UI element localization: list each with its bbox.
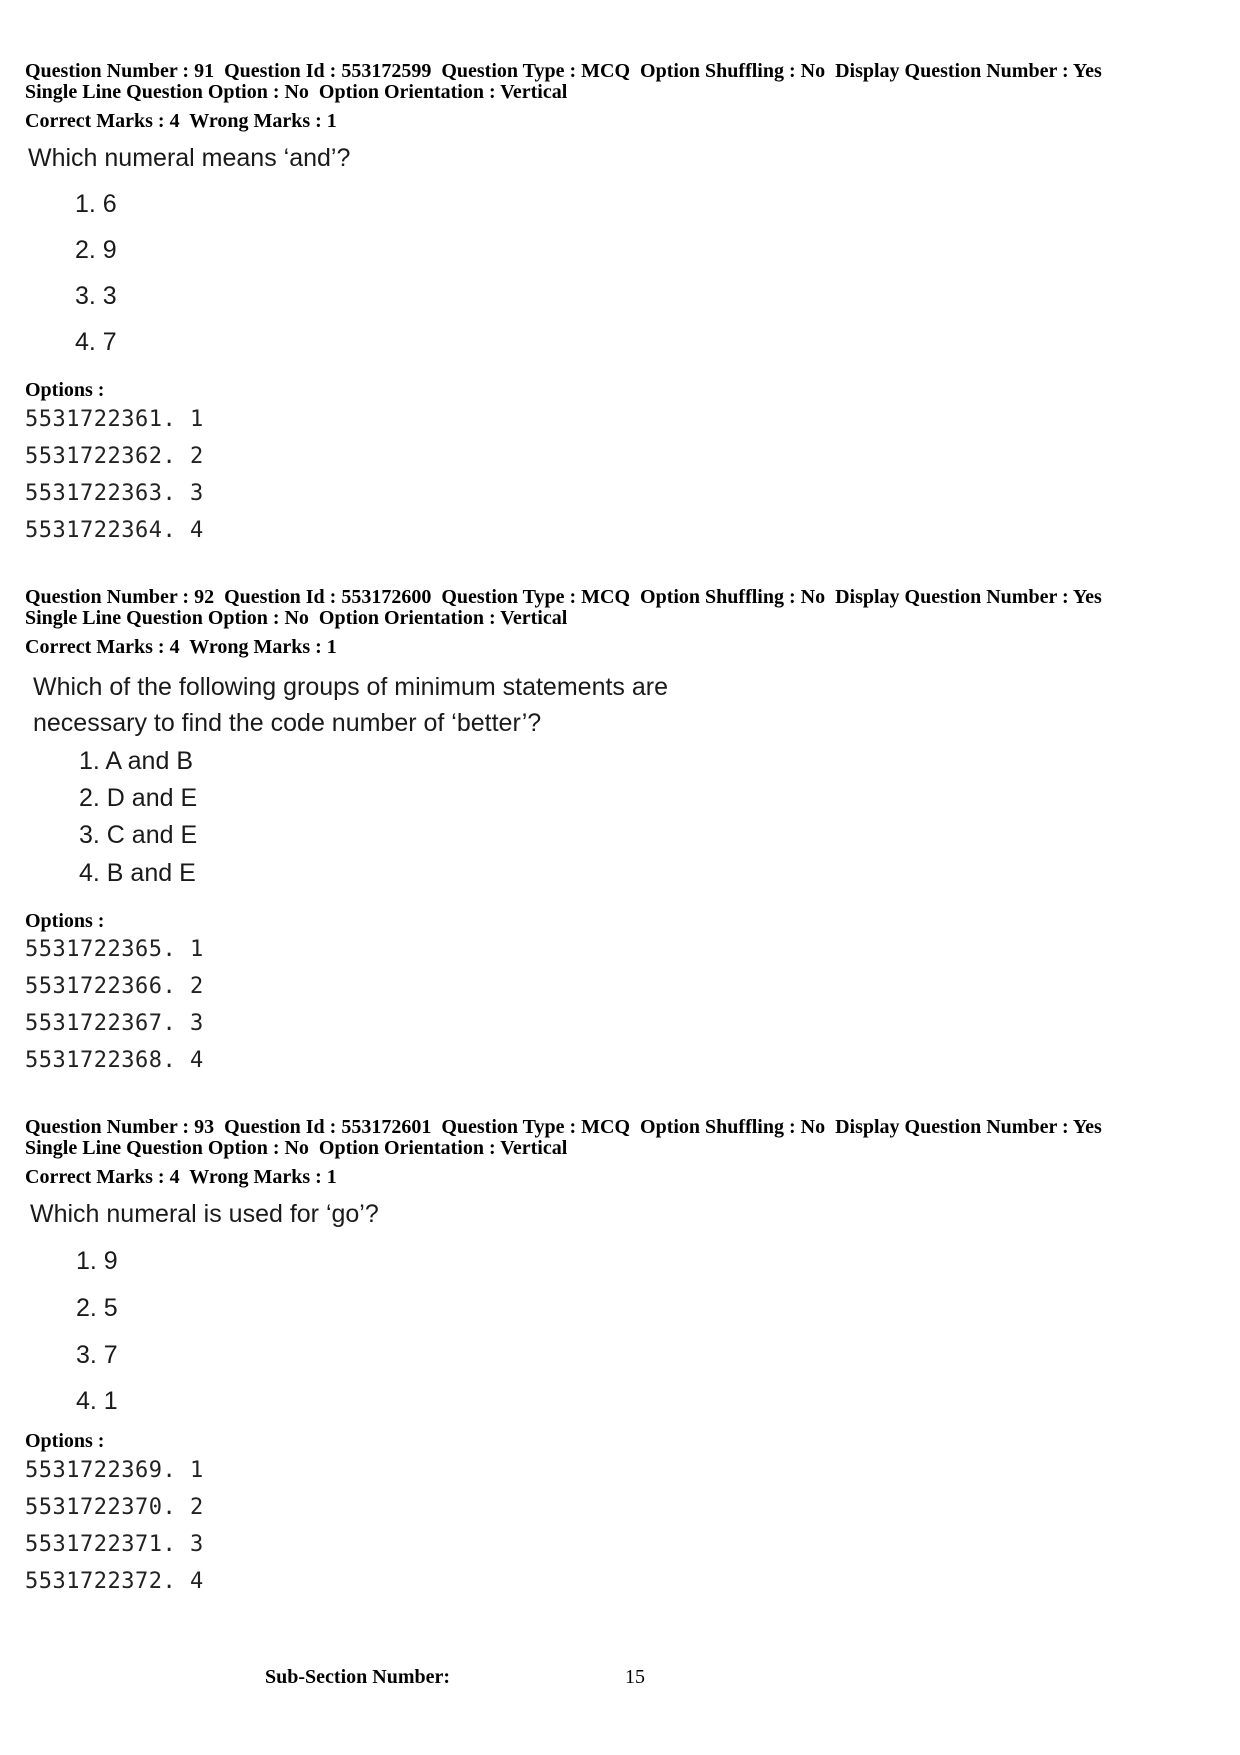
question-meta-line1: Question Number : 92 Question Id : 553172600 Question Type : MCQ Option Shuffling : No Display Question Number : Yes	[25, 586, 1102, 608]
question-choice: 3. C and E	[79, 821, 198, 849]
option-item: 5531722367. 3	[25, 1011, 204, 1036]
question-meta-line1: Question Number : 91 Question Id : 553172599 Question Type : MCQ Option Shuffling : No Display Question Number : Yes	[25, 60, 1102, 82]
option-item: 5531722370. 2	[25, 1495, 204, 1520]
option-item: 5531722362. 2	[25, 444, 204, 469]
option-item: 5531722365. 1	[25, 937, 204, 962]
question-choice: 2. 5	[76, 1294, 118, 1322]
options-label: Options :	[25, 910, 105, 932]
question-text: Which numeral is used for ‘go’?	[30, 1200, 379, 1228]
option-item: 5531722371. 3	[25, 1532, 204, 1557]
question-marks: Correct Marks : 4 Wrong Marks : 1	[25, 1166, 337, 1188]
question-choice: 1. A and B	[79, 747, 193, 775]
options-label: Options :	[25, 379, 105, 401]
question-choice: 4. B and E	[79, 859, 196, 887]
question-choice: 3. 3	[75, 282, 117, 310]
question-choice: 4. 1	[76, 1387, 118, 1415]
question-text: Which numeral means ‘and’?	[28, 144, 351, 172]
option-item: 5531722369. 1	[25, 1458, 204, 1483]
options-label: Options :	[25, 1430, 105, 1452]
subsection-number-label: Sub-Section Number:	[265, 1666, 451, 1688]
question-text: necessary to find the code number of ‘better’?	[33, 709, 542, 737]
question-choice: 1. 6	[75, 190, 117, 218]
option-item: 5531722361. 1	[25, 407, 204, 432]
option-item: 5531722372. 4	[25, 1569, 204, 1594]
option-item: 5531722368. 4	[25, 1048, 204, 1073]
question-meta-line2: Single Line Question Option : No Option Orientation : Vertical	[25, 81, 568, 103]
question-choice: 4. 7	[75, 328, 117, 356]
option-item: 5531722363. 3	[25, 481, 204, 506]
question-choice: 2. 9	[75, 236, 117, 264]
question-choice: 1. 9	[76, 1247, 118, 1275]
question-meta-line2: Single Line Question Option : No Option Orientation : Vertical	[25, 1137, 568, 1159]
question-meta-line1: Question Number : 93 Question Id : 553172601 Question Type : MCQ Option Shuffling : No Display Question Number : Yes	[25, 1116, 1102, 1138]
question-marks: Correct Marks : 4 Wrong Marks : 1	[25, 110, 337, 132]
option-item: 5531722364. 4	[25, 518, 204, 543]
question-choice: 3. 7	[76, 1341, 118, 1369]
option-item: 5531722366. 2	[25, 974, 204, 999]
question-meta-line2: Single Line Question Option : No Option Orientation : Vertical	[25, 607, 568, 629]
question-marks: Correct Marks : 4 Wrong Marks : 1	[25, 636, 337, 658]
question-choice: 2. D and E	[79, 784, 198, 812]
subsection-number-value: 15	[625, 1666, 645, 1688]
question-text: Which of the following groups of minimum statements are	[33, 673, 668, 701]
